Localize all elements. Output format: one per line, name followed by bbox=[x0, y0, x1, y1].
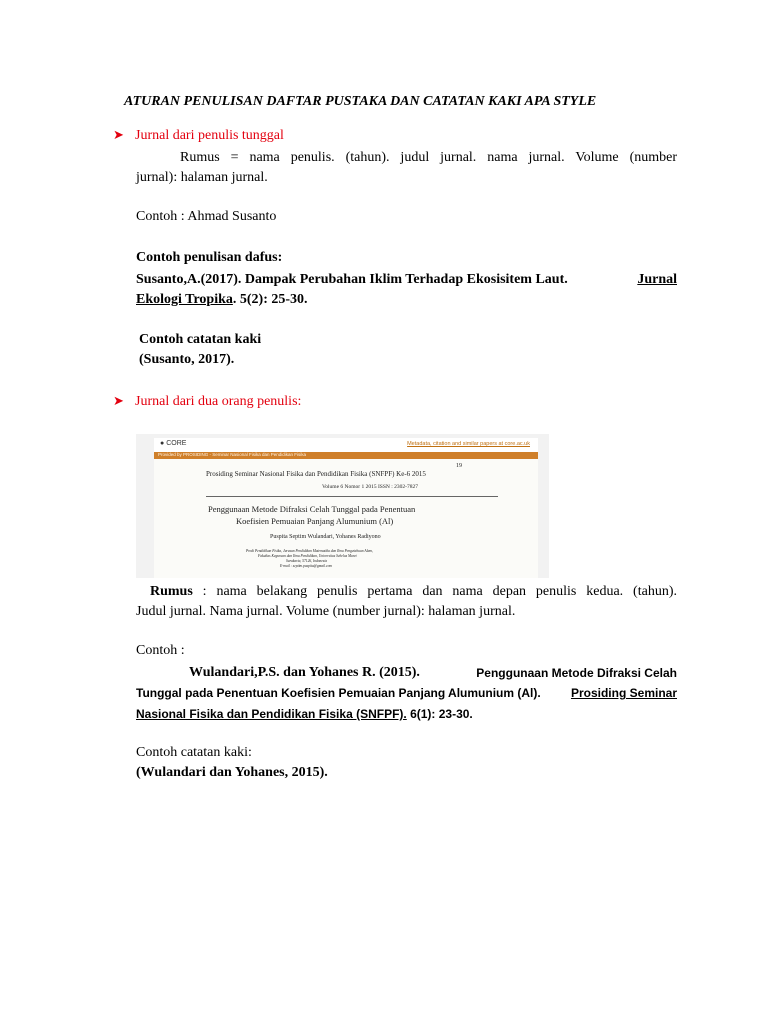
provided-by-bar bbox=[154, 452, 538, 459]
journal-name-part: Jurnal bbox=[637, 272, 677, 287]
arrow-bullet-icon: ➤ bbox=[113, 127, 124, 142]
example-article-title: Penggunaan Metode Difraksi Celah bbox=[476, 666, 677, 680]
catatan-kaki-heading: Contoh catatan kaki bbox=[139, 332, 262, 347]
proceeding-title: Prosiding Seminar Nasional Fisika dan Pendidikan Fisika (SNFPF) Ke-6 2015 bbox=[206, 470, 426, 478]
core-header-bar bbox=[154, 438, 538, 453]
rumus-line-2: Judul jurnal. Nama jurnal. Volume (number jurnal): halaman jurnal. bbox=[136, 604, 516, 619]
example-volume-pages: 6(1): 23-30. bbox=[406, 707, 473, 721]
example-line-2 bbox=[136, 683, 677, 704]
rumus-label: Rumus bbox=[150, 584, 193, 599]
core-logo: ● CORE bbox=[160, 440, 187, 447]
section-single-author-heading bbox=[113, 127, 284, 144]
catatan-kaki-heading-2: Contoh catatan kaki: bbox=[136, 745, 252, 760]
dafus-line-2 bbox=[136, 290, 677, 310]
affiliation-line-2: Fakultas Keguruan dan Ilmu Pendidikan, Universitas Sebelas Maret bbox=[258, 554, 357, 558]
catatan-kaki-value-2: (Wulandari dan Yohanes, 2015). bbox=[136, 765, 328, 780]
dafus-heading: Contoh penulisan dafus: bbox=[136, 250, 283, 265]
two-author-example bbox=[136, 663, 677, 725]
affiliation-line-3: Surakarta, 57126, Indonesia bbox=[286, 559, 328, 563]
page-number: 19 bbox=[456, 463, 462, 469]
dafus-example bbox=[136, 270, 677, 310]
contoh-two-authors: Contoh : bbox=[136, 643, 185, 658]
example-article-title: Tunggal pada Penentuan Koefisien Pemuaian Panjang Alumunium (Al). bbox=[136, 686, 541, 700]
provided-by-text: Provided by PROSIDING - Seminar Nasional Fisika dan Pendidikan Fisika bbox=[158, 452, 307, 457]
rumus-line-1 bbox=[136, 582, 677, 602]
rumus-two-authors bbox=[136, 582, 677, 622]
section-heading-label: Jurnal dari penulis tunggal bbox=[135, 128, 284, 143]
volume-pages: . 5(2): 25-30. bbox=[232, 292, 308, 307]
paper-title-line-2: Koefisien Pemuaian Panjang Alumunium (Al) bbox=[236, 516, 394, 526]
dafus-line-1 bbox=[136, 270, 677, 290]
affiliation-line-4: E-mail : septim.puspita@gmail.com bbox=[280, 564, 333, 568]
section-heading-label: Jurnal dari dua orang penulis: bbox=[135, 394, 302, 409]
example-line-3 bbox=[136, 704, 677, 725]
arrow-bullet-icon: ➤ bbox=[113, 393, 124, 408]
journal-screenshot-figure bbox=[136, 434, 549, 578]
affiliation-line-1: Prodi Pendidikan Fisika, Jurusan Pendidikan Matematika dan Ilmu Pengetahuan Alam, bbox=[246, 549, 373, 553]
example-line-1 bbox=[136, 663, 677, 683]
journal-page-preview bbox=[154, 438, 538, 578]
core-metadata-link: Metadata, citation and similar papers at core.ac.uk bbox=[407, 441, 530, 447]
catatan-kaki-value: (Susanto, 2017). bbox=[139, 352, 235, 367]
example-journal-name: Prosiding Seminar bbox=[570, 686, 677, 700]
dafus-citation: Susanto,A.(2017). Dampak Perubahan Iklim Terhadap Ekosisitem Laut. bbox=[136, 272, 568, 287]
divider bbox=[206, 496, 498, 497]
volume-issn: Volume 6 Nomor 1 2015 ISSN : 2302-7827 bbox=[322, 484, 418, 490]
paper-title-line-1: Penggunaan Metode Difraksi Celah Tunggal pada Penentuan bbox=[208, 504, 416, 514]
section-two-authors-heading bbox=[113, 393, 301, 410]
contoh-single-author: Contoh : Ahmad Susanto bbox=[136, 209, 277, 224]
rumus-line-2: jurnal): halaman jurnal. bbox=[136, 170, 268, 185]
rumus-line-1: Rumus = nama penulis. (tahun). judul jurnal. nama jurnal. Volume (number bbox=[180, 150, 677, 165]
document-title: ATURAN PENULISAN DAFTAR PUSTAKA DAN CATATAN KAKI APA STYLE bbox=[124, 94, 597, 109]
journal-name-part: Ekologi Tropika bbox=[136, 292, 233, 307]
example-journal-name: Nasional Fisika dan Pendidikan Fisika (SNFPF). bbox=[136, 707, 407, 721]
rumus-text: : nama belakang penulis pertama dan nama depan penulis kedua. (tahun). bbox=[192, 584, 677, 599]
paper-authors: Puspita Septim Wulandari, Yohanes Radiyono bbox=[270, 534, 381, 540]
rumus-single-author bbox=[136, 148, 677, 188]
example-citation: Wulandari,P.S. dan Yohanes R. (2015). bbox=[189, 665, 420, 680]
